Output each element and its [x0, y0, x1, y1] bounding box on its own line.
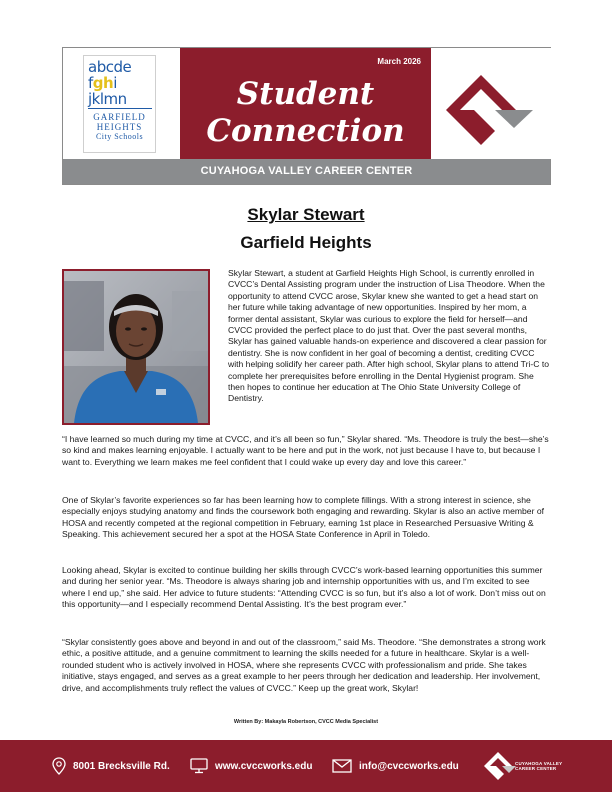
article-paragraph-1: Skylar Stewart, a student at Garfield Heights High School, is currently enrolled in CVCC’s Dental Assisting program under the instruction of Lisa Theodore. When the opportunity to attend CVCC arose, Skylar knew she wanted to get a head start on her future while taking advantage of new opportunities. Inspired by her mom, a former dental assistant, Skylar was curious to explore the field for herself—and CVCC provided the perfect place to do just that. Over the past several months, Skylar has gained valuable hands-on experience and discovered a clear passion for dentistry. She is now confident in her goal of becoming a dentist, crediting CVCC with helping solidify her career path. After high school, Skylar plans to attend Tri-C to complete her prerequisites before enrolling in the Dental Hygienist program. She then hopes to continue her education at The Ohio State University College of Dentistry.: [228, 268, 549, 404]
title-line-student: Student: [236, 76, 375, 112]
logo-school-line2: HEIGHTS: [96, 122, 143, 132]
cvcc-brand-mark: [431, 48, 551, 159]
article-paragraph-2: “I have learned so much during my time at CVCC, and it’s all been so fun,” Skylar shared. “Ms. Theodore is truly the best—she’s so kind and makes learning enjoyable. I actually want to be here and put in the work, not just because I have to, but because I want to. Everything we learn makes me feel confident that I could wake up every day and love this career.”: [62, 434, 549, 467]
article-paragraph-3: One of Skylar’s favorite experiences so far has been learning how to complete fillings. With a strong interest in science, she especially enjoys studying anatomy and finds the coursework both engaging and rewarding. Skylar is also an active member of HOSA and recently competed at the regional competition in February, earning 1st place in Researched Persuasive Writing & Speaking. This achievement secured her a spot at the HOSA State Conference in April in Toledo.: [62, 495, 544, 540]
email-link[interactable]: info@cvccworks.edu: [359, 760, 459, 772]
footer-logo-line1: CUYAHOGA VALLEY: [515, 761, 563, 766]
garfield-heights-logo: [83, 55, 156, 153]
district-logo: [63, 48, 180, 159]
logo-school-name: [84, 112, 155, 142]
logo-letters-row: fghi: [88, 74, 117, 92]
organization-band: CUYAHOGA VALLEY CAREER CENTER: [63, 159, 550, 184]
address-text: 8001 Brecksville Rd.: [73, 760, 170, 772]
author-credit: Written By: Makayla Robertson, CVCC Media Specialist: [233, 719, 379, 725]
footer-website[interactable]: [190, 740, 312, 792]
footer-logo-line2: CAREER CENTER: [515, 766, 557, 771]
footer-cvcc-logo: [480, 746, 563, 786]
title-panel: [180, 48, 431, 159]
logo-highlight: gh: [92, 74, 114, 92]
newsletter-header: [62, 47, 551, 185]
footer-logo-text: [515, 761, 562, 771]
student-hometown: Garfield Heights: [240, 233, 372, 252]
article-paragraph-4: Looking ahead, Skylar is excited to continue building her skills through CVCC’s work-based learning opportunities this summer and during her senior year. “Ms. Theodore is always sharing job and internship opportunities with us, and I’m excited to see where I end up,” she said. Her advice to future students: “Attending CVCC is so fun, but it’s also a lot of work. Don’t miss out on this opportunity—and I especially recommend Dental Assisting. It’s the best program ever.”: [62, 565, 546, 610]
issue-date: March 2026: [377, 57, 421, 66]
logo-school-line3: City Schools: [95, 132, 144, 141]
location-pin-icon: [52, 757, 66, 775]
website-link[interactable]: www.cvccworks.edu: [215, 760, 313, 772]
cvcc-chevron-white-icon: [480, 746, 520, 786]
student-name: Skylar Stewart: [247, 205, 365, 224]
title-line-connection: Connection: [206, 113, 405, 149]
monitor-icon: [190, 758, 208, 774]
logo-letters: [88, 59, 152, 107]
cvcc-chevron-logo: [431, 48, 551, 159]
logo-letters-row: abcde: [88, 58, 132, 76]
student-photo: [62, 269, 210, 425]
logo-divider: [88, 108, 152, 109]
envelope-icon: [332, 759, 352, 773]
footer-address: [52, 740, 170, 792]
logo-letters-row: jklmn: [88, 90, 127, 108]
article-paragraph-5: “Skylar consistently goes above and beyond in and out of the classroom,” said Ms. Theodore. “She demonstrates a strong work ethic, a positive attitude, and a genuine commitment to learning the skills needed for a future in healthcare. Skylar is a well-rounded student who is actively involved in HOSA, where she represents CVCC with professionalism and pride. She takes initiative, stays engaged, and serves as a great example to her peers through her dedication and leadership. Her involvement, drive, and accomplishments truly reflect the values of CVCC.” Keep up the great work, Skylar!: [62, 637, 546, 693]
footer-bar: [0, 740, 612, 792]
logo-school-line1: GARFIELD: [93, 112, 146, 122]
footer-email[interactable]: [332, 740, 459, 792]
student-portrait-image: [64, 271, 208, 423]
